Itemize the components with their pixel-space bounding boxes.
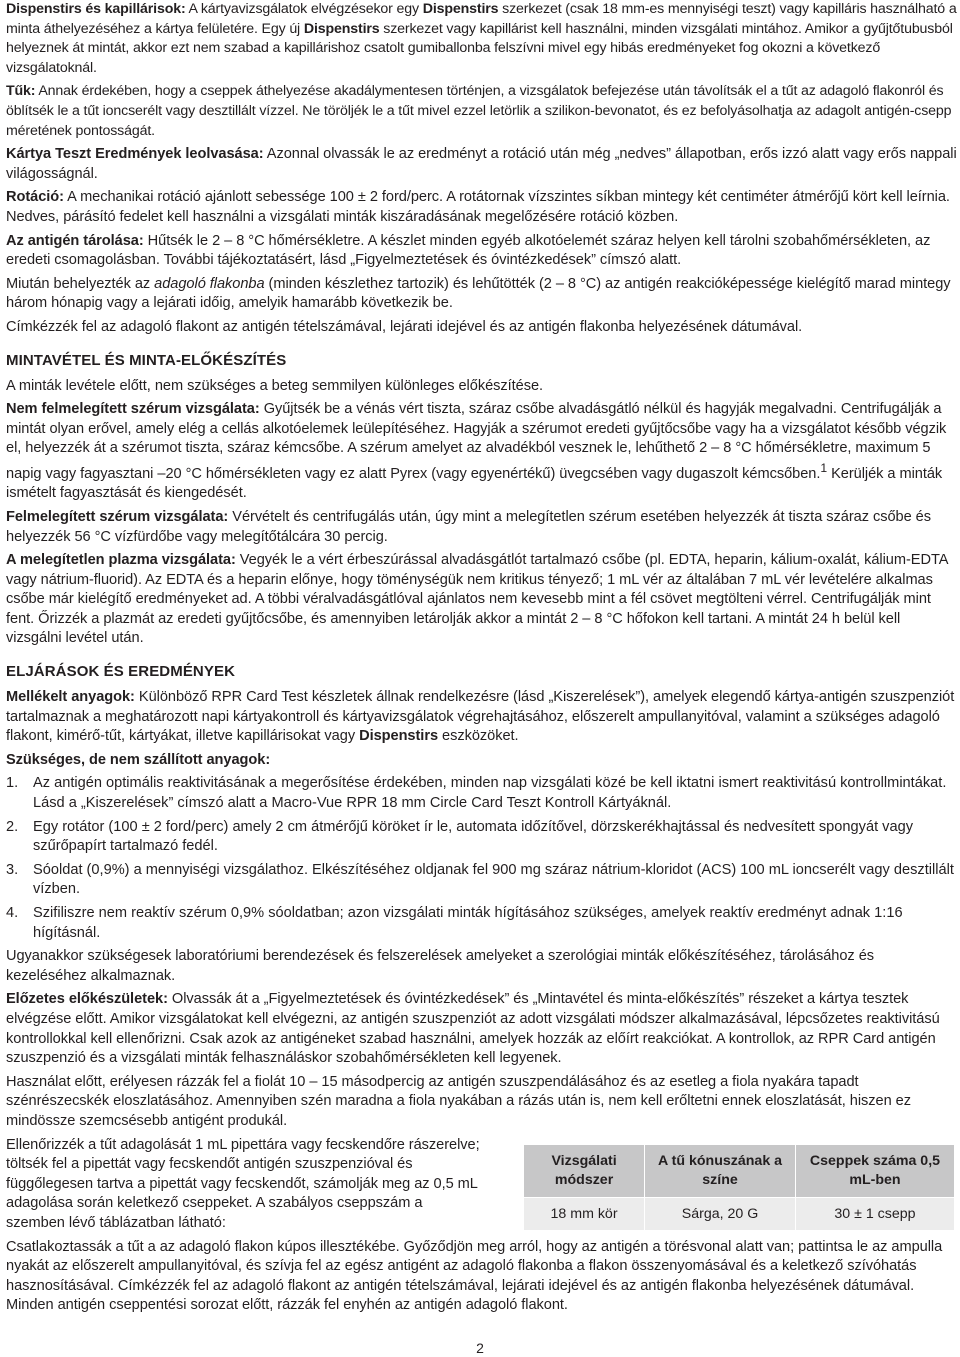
paragraph-unheated-serum — [6, 400, 957, 504]
text-span: Különböző RPR Card Test készletek állnak rendelkezésre (lásd „Kiszerelések”), amelyek elegendő kártya-antigén szuszpenziót tartalmaznak a meghatározott napi kártyakontroll és kártyavizsgálatok végrehajtásához, előszerelt ampullanyitóval, valamint a szükséges adagoló flakont, kimérő-tűt, kártyákat, illetve kapillárisokat vagy — [6, 689, 955, 745]
paragraph-needle-check — [6, 1136, 481, 1234]
list-number: 3. — [6, 861, 19, 878]
list-number: 1. — [6, 775, 19, 792]
label-dispenstirs: Dispenstirs és kapillárisok: — [6, 1, 186, 17]
text-span: Használat előtt, erélyesen rázzák fel a fiolát 10 – 15 másodpercig az antigén szuszpendálásához és az esetleg a fiola nyakára tapadt szénrészecskék eloszlatásához. Amennyiben szén maradna a fiola nyakában a rázás után is, nem kell erőltetni ennek eloszlatását, hiszen ez mindössze szemcsésebb antigént produkál. — [6, 1073, 911, 1129]
text-span: Vegyék le a vért érbeszúrással alvadásgátlót tartalmazó csőbe (pl. EDTA, heparin, kálium-oxalát, kálium-EDTA vagy nátrium-fluorid). Az EDTA és a heparin előnye, hogy töménységük nem kritikus tényező; 1 mL vér az általában 7 mL vér levételére alkalmas csőbe már kielégítő eredményeket ad. A többi véralvadásgátlóval ajánlatos nem kevesebb mint a fél csövet megtölteni vérrel. Centrifugálják mint fent. Őrizzék a plazmát az eredeti gyűjtőcsőbe, és amennyiben letárolják akkor a mintát 2 – 8 °C hőfokon kell tartani. A mintát 24 h belül kell vizsgálni levétel után. — [6, 552, 948, 647]
text-span: Csatlakoztassák a tűt a az adagoló flakon kúpos illesztékébe. Győződjön meg arról, hogy az antigén a törésvonal alatt van; pattintsa le az ampulla nyakát az előszerelt ampullanyitóval, és szívja fel az egész antigént az adagoló flakonba a flakon összenyomásával és a keletkező szívóhatás hasznosításával. Címkézzék fel az adagoló flakont az antigén tételszámával, lejárati idejével és az antigén flakonba helyezésének dátumával. Minden antigén cseppentési sorozat előtt, rázzák fel enyhén az antigén adagoló flakont. — [6, 1238, 943, 1314]
text-span: Hűtsék le 2 – 8 °C hőmérsékletre. A készlet minden egyéb alkotóelemét száraz helyen kell tárolni szobahőmérsékleten, az eredeti csomagolásban. További tájékoztatásért, lásd „Figyelmeztetések és óvintézkedések” címszó alatt. — [6, 232, 931, 269]
table-header-drop-count: Cseppek száma 0,5 mL-ben — [795, 1144, 954, 1197]
text-span: Azonnal olvassák le az eredményt a rotáció után még „nedves” állapotban, erős izzó alatt vagy erős nappali világosságnál. — [6, 146, 957, 182]
paragraph-lab-equipment — [6, 947, 957, 986]
paragraph-dispenstirs — [6, 0, 957, 78]
list-item — [6, 861, 957, 900]
list-text: Egy rotátor (100 ± 2 ford/perc) amely 2 cm átmérőjű köröket ír le, automata időzítővel, dörzskerékhajtással és nedvesített spongyát vagy szűrőpapírt tartalmazó fedél. — [33, 818, 914, 855]
text-span: eszközöket. — [438, 728, 519, 745]
label-materials-required: Szükséges, de nem szállított anyagok: — [6, 751, 271, 768]
page-number: 2 — [476, 1340, 484, 1356]
paragraph-dispensing-bottle — [6, 275, 957, 314]
table-cell-drop-count: 30 ± 1 csepp — [795, 1197, 954, 1230]
text-span: Miután behelyezték az — [6, 275, 155, 292]
paragraph-shaking — [6, 1073, 957, 1132]
paragraph-heated-serum — [6, 508, 957, 547]
list-text: Az antigén optimális reaktivitásának a megerősítése érdekében, minden nap vizsgálati közé be kell iktatni ismert reaktivitású kontrollmintákat. Lásd a „Kiszerelések” címszó alatt a Macro-Vue RPR 18 mm Circle Card Teszt Kontroll Kártyáknál. — [33, 775, 947, 812]
paragraph-materials-provided — [6, 688, 957, 747]
paragraph-reading-results — [6, 145, 957, 184]
text-span: szerkezet (csak 18 mm-es mennyiségi teszt) vagy kapilláris használható a minta áthelyezéséhez a kártya felületére. Egy új — [6, 1, 957, 37]
needle-check-section — [6, 1136, 957, 1234]
list-item — [6, 904, 957, 943]
label-preparations: Előzetes előkészületek: — [6, 991, 168, 1008]
text-span: Ugyanakkor szükségesek laboratóriumi berendezések és felszerelések amelyeket a szerológiai minták előkészítéséhez, tárolásához és kezeléséhez alkalmaznak. — [6, 948, 875, 984]
label-rotation: Rotáció: — [6, 189, 64, 206]
text-span: Olvassák át a „Figyelmeztetések és óvintézkedések” és „Mintavétel és minta-előkészítés” részeket a kártya tesztek elvégzése előtt. Amikor vizsgálatokat kell elvégezni, az antigén szuszpenziót az adott vizsgálati módszer alkalmazásával, lépcsőzetes reaktivitású kontrollokkal kell ellenőrizni. Csak azok az antigéneket szabad használni, amelyek hozzák az előírt reakciókat. A kontrollok, az RPR Card antigén szuszpenzió és a vizsgálati minták felhasználáskor szobahőmérsékleten kell legyenek. — [6, 991, 940, 1067]
label-materials-provided: Mellékelt anyagok: — [6, 689, 135, 706]
section-heading-sampling: MINTAVÉTEL ÉS MINTA-ELŐKÉSZÍTÉS — [6, 351, 287, 369]
drop-count-table — [523, 1144, 955, 1231]
table-header-row — [524, 1144, 955, 1197]
list-number: 4. — [6, 905, 19, 922]
text-span: (minden készlethez tartozik) és lehűtötték (2 – 8 °C) az antigén reakcióképessége kielégítő marad mintegy három hónapig vagy a lejárati időig, amelyik hamarább következik be. — [6, 275, 951, 312]
list-item — [6, 774, 957, 813]
list-number: 2. — [6, 818, 19, 835]
text-span: Ellenőrizzék a tűt adagolását 1 mL pipettára vagy fecskendőre rászerelve; töltsék fel a pipettát vagy fecskendőt antigén szuszpenzióval és függőlegesen tartva a pipettát vagy fecskendőt, számolják meg az 0,5 mL adagolása során keletkező cseppeket. A szabályos cseppszám a szemben lévő táblázatban látható: — [6, 1136, 480, 1231]
paragraph-labeling — [6, 318, 957, 338]
paragraph-rotation — [6, 188, 957, 227]
section-heading-procedures: ELJÁRÁSOK ÉS EREDMÉNYEK — [6, 663, 236, 681]
text-span: Annak érdekében, hogy a cseppek áthelyezése akadálymentesen történjen, a vizsgálatok befejezése után távolítsák el a tűt az adagoló flakonról és öblítsék le a tűt ioncserélt vagy desztillált vízzel. Ne töröljék le a tűt mivel ezzel letörlik a szilikon-bevonatot, és ez befolyásolhatja az adagolt antigén-csepp méretének pontosságát. — [6, 83, 952, 139]
label-unheated-serum: Nem felmelegített szérum vizsgálata: — [6, 401, 260, 418]
table-header-method: Vizsgálati módszer — [524, 1144, 645, 1197]
footnote-ref: 1 — [820, 460, 828, 475]
italic-span: adagoló flakonba — [154, 275, 265, 292]
text-span: A mechanikai rotáció ajánlott sebessége 100 ± 2 ford/perc. A rotátornak vízszintes síkban mintegy két centiméter átmérőjű kört kell leírnia. Nedves, párásító fedelet kell használni a vizsgálati minták kiszáradásának megelőzésére rotáció közben. — [6, 189, 950, 225]
table-header-needle-color: A tű kónuszának a színe — [645, 1144, 796, 1197]
label-reading-results: Kártya Teszt Eredmények leolvasása: — [6, 146, 264, 163]
paragraph-attach-needle — [6, 1238, 957, 1316]
text-span: Vérvételt és centrifugálás után, úgy mint a melegítetlen szérum esetében helyezzék át tiszta száraz csőbe és helyezzék 56 °C vízfürdőbe vagy melegítőtálcára 30 percig. — [6, 508, 931, 545]
table-row — [524, 1197, 955, 1230]
list-text: Sóoldat (0,9%) a mennyiségi vizsgálathoz. Elkészítéséhez oldjanak fel 900 mg száraz nátrium-kloridot (ACS) 100 mL ioncserélt vagy desztillált vízben. — [33, 861, 954, 898]
paragraph-sampling-intro — [6, 377, 957, 397]
bold-dispenstirs: Dispenstirs — [359, 728, 439, 745]
list-text: Szifiliszre nem reaktív szérum 0,9% sóoldatban; azon vizsgálati minták hígításához szükséges, amelyek reaktív eredményt adnak 1:16 hígításnál. — [33, 905, 903, 941]
text-span: Amikor a gyűjtőtubusból helyeznek át mintát, akkor ezt nem szabad a kapillárishoz csatolt gumiballonba felszívni mivel egy hibás eredményeket fog okozni a következő vizsgálatoknál. — [6, 20, 953, 76]
list-item — [6, 818, 957, 857]
paragraph-preparations — [6, 990, 957, 1068]
bold-dispenstirs: Dispenstirs — [303, 20, 380, 37]
label-needles: Tűk: — [6, 83, 36, 100]
text-span: szerkezet vagy kapillárist kell használni, minden vizsgálati mintához. — [379, 20, 802, 37]
materials-list — [6, 774, 957, 943]
text-span: A kártyavizsgálatok elvégzésekor egy — [185, 1, 423, 17]
table-cell-method: 18 mm kör — [524, 1197, 645, 1230]
paragraph-antigen-storage — [6, 232, 957, 271]
paragraph-materials-required — [6, 751, 957, 771]
paragraph-needles — [6, 82, 957, 141]
text-span: Címkézzék fel az adagoló flakont az antigén tételszámával, lejárati idejével és az antigén flakonba helyezésének dátumával. — [6, 318, 803, 335]
label-antigen-storage: Az antigén tárolása: — [6, 232, 144, 249]
text-span: Kerüljék a minták ismételt fagyasztását és kiengedését. — [6, 465, 943, 502]
bold-dispenstirs: Dispenstirs — [422, 1, 499, 17]
paragraph-unheated-plasma — [6, 551, 957, 649]
table-cell-needle-color: Sárga, 20 G — [645, 1197, 796, 1230]
label-heated-serum: Felmelegített szérum vizsgálata: — [6, 508, 229, 525]
label-unheated-plasma: A melegítetlen plazma vizsgálata: — [6, 552, 236, 569]
text-span: A minták levétele előtt, nem szükséges a beteg semmilyen különleges előkészítése. — [6, 377, 544, 394]
text-span: Gyűjtsék be a vénás vért tiszta, száraz csőbe alvadásgátló nélkül és hagyják megalvadni. Centrifugálják a mintát olyan erővel, amely elég a cellás alkotóelemek leülepítéséhez. Hagyják a szérumot eredeti gyűjtőcsőbe vagy ha a vizsgálatot később végzik el, helyezzék át a szérumot tiszta, száraz kémcsőbe. A szérum amelyet az alvadékból vesznek le, lehűthető 2 – 8 °C hőmérsékletre, maximum 5 napig vagy fagyasztani –20 °C hőmérsékleten vagy ez alatt Pyrex (vagy egyenértékű) üvegcsében vagy dugaszolt kémcsőben. — [6, 401, 947, 482]
